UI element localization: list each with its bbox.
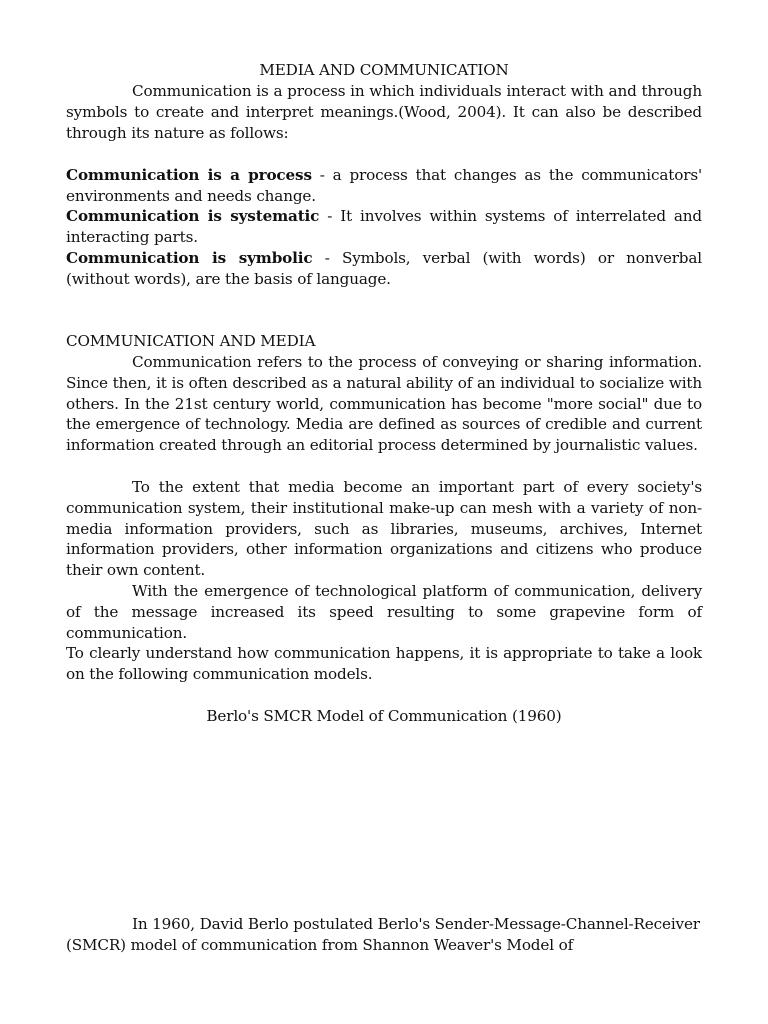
definition-term: Communication is a process [66, 166, 312, 184]
body-paragraph-3: With the emergence of technological platform of communication, delivery of the message increased its speed resulting to some grapevine form of communication. [66, 582, 702, 642]
definition-term: Communication is systematic [66, 207, 320, 225]
definition-text: - It involves within systems of interrelated and interacting parts. [66, 207, 702, 246]
document-title: MEDIA AND COMMUNICATION [259, 61, 509, 79]
body-paragraph-1: Communication refers to the process of conveying or sharing information. Since then, it is often described as a natural ability of an individual to socialize with others. In the 21st century world, communication has become "more social" due to the emergence of technology. Media are defined as sources of credible and current information created through an editorial process determined by journalistic values. [66, 353, 702, 455]
intro-paragraph: Communication is a process in which individuals interact with and through symbols to create and interpret meanings.(Wood, 2004). It can also be described through its nature as follows: [66, 82, 702, 142]
body-paragraph-2: To the extent that media become an important part of every society's communication system, their institutional make-up can mesh with a variety of non-media information providers, such as libraries, museums, archives, Internet information providers, other information organizations and citizens who produce their own content. [66, 478, 702, 580]
document-page [66, 0, 702, 1024]
body-paragraph-5: In 1960, David Berlo postulated Berlo's Sender-Message-Channel-Receiver (SMCR) model of communication from Shannon Weaver's Model of [66, 915, 700, 954]
definition-systematic [66, 206, 702, 248]
body-paragraph-4: To clearly understand how communication happens, it is appropriate to take a look on the following communication models. [66, 644, 702, 683]
definition-symbolic [66, 248, 702, 290]
model-caption: Berlo's SMCR Model of Communication (1960) [206, 707, 562, 725]
definition-term: Communication is symbolic [66, 249, 313, 267]
section-heading: COMMUNICATION AND MEDIA [66, 332, 316, 350]
definition-text: - Symbols, verbal (with words) or nonverbal (without words), are the basis of language. [66, 249, 702, 288]
definition-text: - a process that changes as the communicators' environments and needs change. [66, 166, 702, 205]
definition-process [66, 165, 702, 207]
